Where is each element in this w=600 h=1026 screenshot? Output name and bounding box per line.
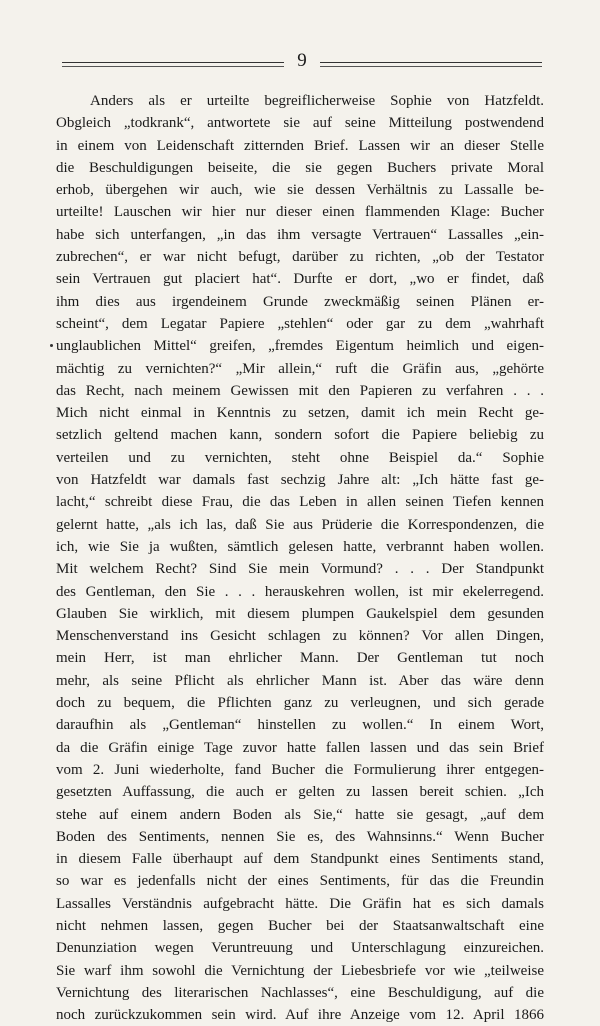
text-line: das Recht, nach meinem Gewissen mit den Papieren zu verfahren . . . [56,382,544,399]
text-line: gelernt hatte, „als ich las, daß Sie aus Prüderie die Korrespondenzen, die [56,516,544,533]
text-line: Boden des Sentiments, nennen Sie es, des Wahnsinns.“ Wenn Bucher [56,828,544,845]
text-line: setzlich geltend machen kann, sondern sofort die Papiere beliebig zu [56,427,544,444]
header-rule-right [320,62,542,63]
text-line: nicht nehmen lassen, gegen Bucher bei der Staatsanwaltschaft eine [56,917,544,934]
text-line: erhob, übergehen wir auch, wie sie dessen Verhältnis zu Lassalle be- [56,182,544,199]
text-line: scheint“, dem Legatar Papiere „stehlen“ oder gar zu dem „wahrhaft [56,315,544,332]
text-line: verteilen und zu vernichten, steht ohne Beispiel da.“ Sophie [56,449,544,466]
text-line: sein Vertrauen gut placiert hat“. Durfte er dort, „wo er findet, daß [56,271,544,288]
text-line: unglaublichen Mittel“ greifen, „fremdes Eigentum heimlich und eigen- [56,338,544,355]
margin-mark [50,344,53,347]
text-line: Menschenverstand ins Gesicht schlagen zu können? Vor allen Dingen, [56,628,544,645]
text-line: daraufhin als „Gentleman“ hinstellen zu wollen.“ In einem Wort, [56,717,544,734]
text-line: mächtig zu vernichten?“ „Mir allein,“ ruft die Gräfin aus, „gehörte [56,360,544,377]
text-line: die Beschuldigungen beiseite, die sie gegen Buchers private Moral [56,159,544,176]
text-line: Vernichtung des literarischen Nachlasses“, eine Beschuldigung, auf die [56,984,544,1001]
text-line: stehe auf einem andern Boden als Sie,“ hatte sie gesagt, „auf dem [56,806,544,823]
text-line: doch zu bequem, die Pflichten ganz zu verleugnen, und sich gerade [56,695,544,712]
text-line: Glauben Sie wirklich, mit diesem plumpen Gaukelspiel dem gesunden [56,605,544,622]
body-text [56,90,544,1026]
text-line: in einem von Leidenschaft zitternden Brief. Lassen wir an dieser Stelle [56,137,544,154]
page-number: 9 [297,50,307,71]
text-line: ihm dies aus irgendeinem Grunde zweckmäßig seinen Plänen er- [56,293,544,310]
text-line: vom 2. Juni wiederholte, fand Bucher die Formulierung ihrer entgegen- [56,761,544,778]
text-line: mehr, als seine Pflicht als ehrlicher Mann ist. Aber das wäre denn [56,672,544,689]
text-line: gesetzten Auffassung, die auch er gelten zu lassen bereit schien. „Ich [56,784,544,801]
text-line: mein Herr, ist man ehrlicher Mann. Der Gentleman tut noch [56,650,544,667]
text-line: urteilte! Lauschen wir hier nur dieser einen flammenden Klage: Bucher [56,204,544,221]
text-line: Denunziation wegen Veruntreuung und Unterschlagung einzureichen. [56,940,544,957]
text-line: so war es jedenfalls nicht der eines Sentiments, für das die Freundin [56,873,544,890]
text-line: Anders als er urteilte begreiflicherweise Sophie von Hatzfeldt. [90,93,544,109]
text-line: in diesem Falle überhaupt auf dem Standpunkt eines Sentiments stand, [56,851,544,868]
page-header [58,52,542,76]
header-rule-left [62,62,284,63]
text-line: zubrechen“, er war nicht befugt, darüber zu richten, „ob der Testator [56,249,544,266]
text-line: habe sich unterfangen, „in das ihm versagte Vertrauen“ Lassalles „ein- [56,226,544,243]
text-line: Lassalles Verständnis aufgebracht hätte. Die Gräfin hat es sich damals [56,895,544,912]
text-line: lacht,“ schreibt diese Frau, die das Leben in allen seinen Tiefen kennen [56,494,544,511]
text-line: Mich nicht einmal in Kenntnis zu setzen, damit ich mein Recht ge- [56,405,544,422]
text-line: des Gentleman, den Sie . . . herauskehren wollen, ist mir ekelerregend. [56,583,544,600]
text-line: noch zurückzukommen sein wird. Auf ihre Anzeige vom 12. April 1866 [56,1007,544,1024]
text-line: Sie warf ihm sowohl die Vernichtung der Liebesbriefe vor wie „teilweise [56,962,544,979]
text-line: da die Gräfin einige Tage zuvor hatte fallen lassen und das sein Brief [56,739,544,756]
text-line: Obgleich „todkrank“, antwortete sie auf seine Mitteilung postwendend [56,115,544,132]
text-line: von Hatzfeldt war damals fast sechzig Jahre alt: „Ich hätte fast ge- [56,472,544,489]
text-line: Mit welchem Recht? Sind Sie mein Vormund? . . . Der Standpunkt [56,561,544,578]
text-line: ich, wie Sie ja wußten, sämtlich gelesen hatte, verbrannt haben wollen. [56,538,544,555]
